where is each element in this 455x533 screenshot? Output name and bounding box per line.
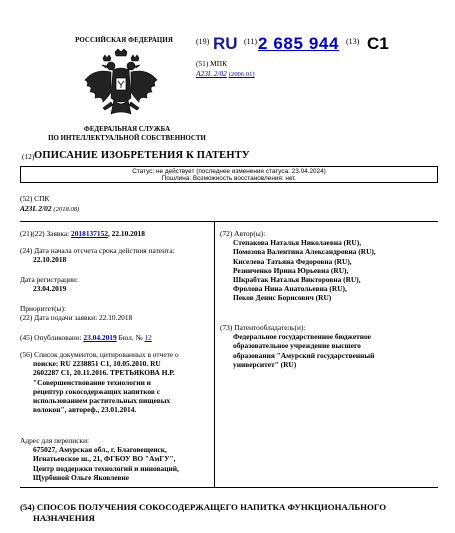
- patent-holder-line: Федеральное государственное бюджетное: [233, 332, 371, 342]
- author-item: Помозова Валентина Александровна (RU),: [233, 247, 376, 257]
- spk-label: (52) СПК: [20, 194, 50, 203]
- code-19: (19): [196, 37, 210, 46]
- spk-date: (2018.08): [53, 206, 80, 213]
- author-item: Пеков Денис Борисович (RU): [233, 293, 332, 303]
- patent-number-link[interactable]: 2 685 944: [258, 34, 340, 53]
- invention-title-line-2: НАЗНАЧЕНИЯ: [33, 513, 95, 523]
- registration-value: 23.04.2019: [33, 284, 67, 294]
- cited-docs-line: использованием растительных пищевых: [33, 396, 171, 406]
- patent-holder-label: (73) Патентообладатель(и):: [220, 323, 306, 332]
- invention-title: [20, 502, 435, 524]
- address-line: Игнатьевское ш., 21, ФГБОУ ВО "АмГУ",: [33, 454, 176, 464]
- registration-label: Дата регистрации:: [20, 275, 79, 284]
- address-line: 675027, Амурская обл., г. Благовещенск,: [33, 445, 167, 455]
- kind-code: C1: [367, 34, 389, 53]
- patent-holder-line: университет" (RU): [233, 359, 297, 369]
- author-item: Резниченко Ирина Юрьевна (RU),: [233, 265, 349, 275]
- divider-vertical: [214, 221, 215, 487]
- bulletin-number-link[interactable]: 12: [144, 333, 152, 342]
- published-date-link[interactable]: 23.04.2019: [83, 333, 117, 342]
- invention-title-line-1: (54) СПОСОБ ПОЛУЧЕНИЯ СОКОСОДЕРЖАЩЕГО НАПИТКА ФУНКЦИОНАЛЬНОГО: [20, 502, 387, 512]
- divider-top: [20, 221, 438, 222]
- spk-class: A23L 2/02: [20, 204, 52, 213]
- application-number-link[interactable]: 2018137152: [71, 229, 108, 238]
- application-line: [20, 229, 145, 238]
- patent-holder-line: образовательное учреждение высшего: [233, 341, 361, 351]
- address-label: Адрес для переписки:: [20, 436, 90, 445]
- cited-documents-block: [20, 350, 179, 414]
- authors-label: (72) Автор(ы):: [220, 229, 266, 238]
- divider-bottom: [20, 487, 438, 488]
- priority-block: [20, 304, 132, 322]
- term-start-value: 22.10.2018: [33, 255, 67, 265]
- status-box: [20, 166, 438, 183]
- author-item: Степакова Наталья Николаевна (RU),: [233, 238, 362, 248]
- cited-docs-line: волокон", автореф., 23.01.2014.: [33, 405, 137, 415]
- spk-classification: [20, 204, 79, 214]
- status-line: Статус: не действует (последнее изменение статуса: 23.04.2024): [132, 168, 326, 175]
- cited-docs-line: (56) Список документов, цитированных в отчете о: [20, 350, 179, 359]
- cited-docs-line: рецептур сокосодержащих напитков с: [33, 386, 160, 396]
- term-start-block: [20, 246, 175, 264]
- document-title: ОПИСАНИЕ ИЗОБРЕТЕНИЯ К ПАТЕНТУ: [34, 150, 250, 161]
- country-code: RU: [213, 34, 238, 53]
- term-start-label: (24) Дата начала отсчета срока действия патента:: [20, 246, 175, 255]
- code-13: (13): [346, 37, 360, 46]
- service-line-2: ПО ИНТЕЛЛЕКТУАЛЬНОЙ СОБСТВЕННОСТИ: [48, 135, 206, 142]
- application-date: , 22.10.2018: [107, 229, 145, 238]
- correspondence-address-block: [20, 436, 179, 482]
- registration-block: [20, 275, 78, 293]
- author-item: Фролова Нина Анатольевна (RU),: [233, 284, 347, 294]
- service-line-1: ФЕДЕРАЛЬНАЯ СЛУЖБА: [83, 126, 171, 133]
- mpk-date-link[interactable]: (2006.01): [228, 71, 255, 78]
- federation-label: РОССИЙСКАЯ ФЕДЕРАЦИЯ: [75, 37, 173, 44]
- application-label: (21)(22) Заявка:: [20, 229, 70, 238]
- priority-filing-date: (22) Дата подачи заявки: 22.10.2018: [20, 313, 133, 323]
- author-item: Киселева Татьяна Федоровна (RU),: [233, 256, 352, 266]
- address-line: Центр поддержки технологий и инноваций,: [33, 463, 179, 473]
- authors-block: [220, 229, 376, 303]
- fee-line: Пошлина: Возможность восстановления: нет.: [161, 175, 297, 182]
- patent-holder-line: образования "Амурский государственный: [233, 350, 375, 360]
- code-11: (11): [244, 37, 258, 46]
- address-line: Щурбиной Ольге Яковлевне: [33, 472, 130, 482]
- mpk-class-link[interactable]: A23L 2/02: [196, 69, 227, 78]
- cited-docs-line: "Совершенствование технологии и: [33, 377, 151, 387]
- publication-line: [20, 333, 152, 342]
- mpk-classification: [196, 69, 255, 78]
- code-12: (12): [22, 152, 35, 161]
- cited-docs-line: поиске: RU 2238851 C1, 10.05.2010. RU: [33, 359, 161, 369]
- patent-holder-block: [220, 323, 374, 369]
- mpk-label: (51) МПК: [196, 59, 227, 68]
- coat-of-arms-emblem: [81, 48, 161, 126]
- patent-office-name: [42, 125, 212, 143]
- published-label: (45) Опубликовано:: [20, 333, 82, 342]
- bulletin-label: Бюл. №: [118, 333, 143, 342]
- cited-docs-line: 2602287 C1, 20.11.2016. ТРЕТЬЯКОВА Н.Р.: [33, 368, 175, 378]
- author-item: Шкрабтак Наталья Викторовна (RU),: [233, 275, 361, 285]
- priority-label: Приоритет(ы):: [20, 304, 67, 313]
